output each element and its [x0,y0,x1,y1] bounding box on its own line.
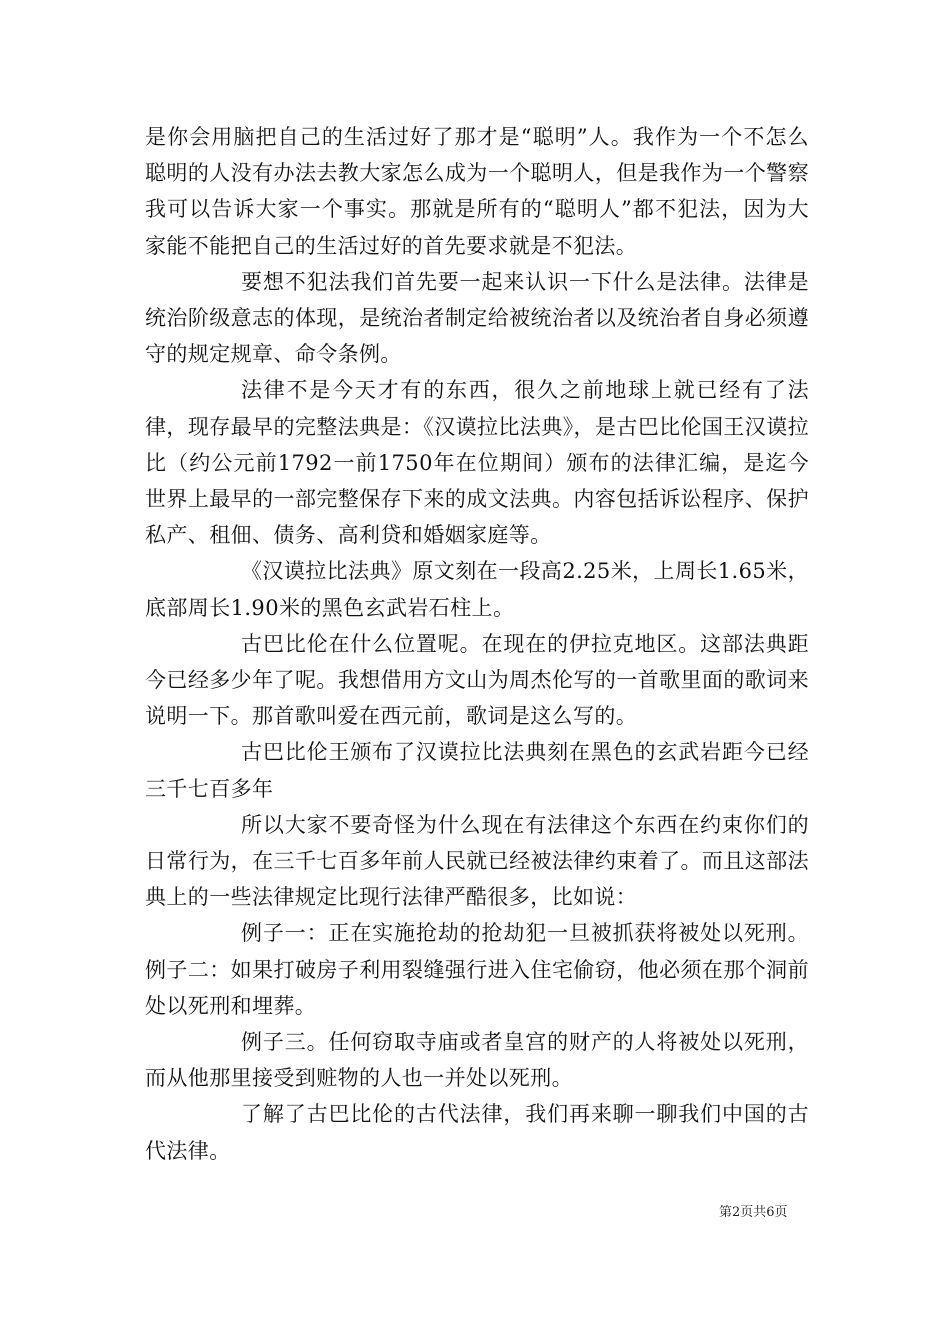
paragraph-7: 所以大家不要奇怪为什么现在有法律这个东西在约束你们的日常行为，在三千七百多年前人民就已经被法律约束着了。而且这部法典上的一些法律规定比现行法律严酷很多，比如说： [145,812,809,910]
paragraph-10: 了解了古巴比伦的古代法律，我们再来聊一聊我们中国的古代法律。 [145,1102,809,1163]
paragraph-1: 是你会用脑把自己的生活过好了那才是“聪明”人。我作为一个不怎么聪明的人没有办法去教大家怎么成为一个聪明人，但是我作为一个警察我可以告诉大家一个事实。那就是所有的“聪明人”都不犯法，因为大家能不能把自己的生活过好的首先要求就是不犯法。 [145,125,809,258]
paragraph-8: 例子一：正在实施抢劫的抢劫犯一旦被抓获将被处以死刑。例子二：如果打破房子利用裂缝强行进入住宅偷窃，他必须在那个洞前处以死刑和埋葬。 [145,921,809,1018]
paragraph-6: 古巴比伦王颁布了汉谟拉比法典刻在黑色的玄武岩距今已经三千七百多年 [145,740,809,801]
paragraph-3: 法律不是今天才有的东西，很久之前地球上就已经有了法律，现存最早的完整法典是：《汉谟拉比法典》，是古巴比伦国王汉谟拉比（约公元前1792一前1750年在位期间）颁布的法律汇编，是迄今世界上最早的一部完整保存下来的成文法典。内容包括诉讼程序、保护私产、租佃、债务、高利贷和婚姻家庭等。 [145,378,809,548]
paragraph-9: 例子三。任何窃取寺庙或者皇宫的财产的人将被处以死刑，而从他那里接受到赃物的人也一并处以死刑。 [145,1030,809,1091]
paragraph-5: 古巴比伦在什么位置呢。在现在的伊拉克地区。这部法典距今已经多少年了呢。我想借用方文山为周杰伦写的一首歌里面的歌词来说明一下。那首歌叫爱在西元前，歌词是这么写的。 [145,631,809,729]
paragraph-4: 《汉谟拉比法典》原文刻在一段高2.25米，上周长1.65米，底部周长1.90米的黑色玄武岩石柱上。 [145,559,809,620]
paragraph-2: 要想不犯法我们首先要一起来认识一下什么是法律。法律是统治阶级意志的体现，是统治者制定给被统治者以及统治者自身必须遵守的规定规章、命令条例。 [145,269,809,367]
page-number-footer: 第2页共6页 [719,1205,788,1220]
document-body [145,119,809,1169]
